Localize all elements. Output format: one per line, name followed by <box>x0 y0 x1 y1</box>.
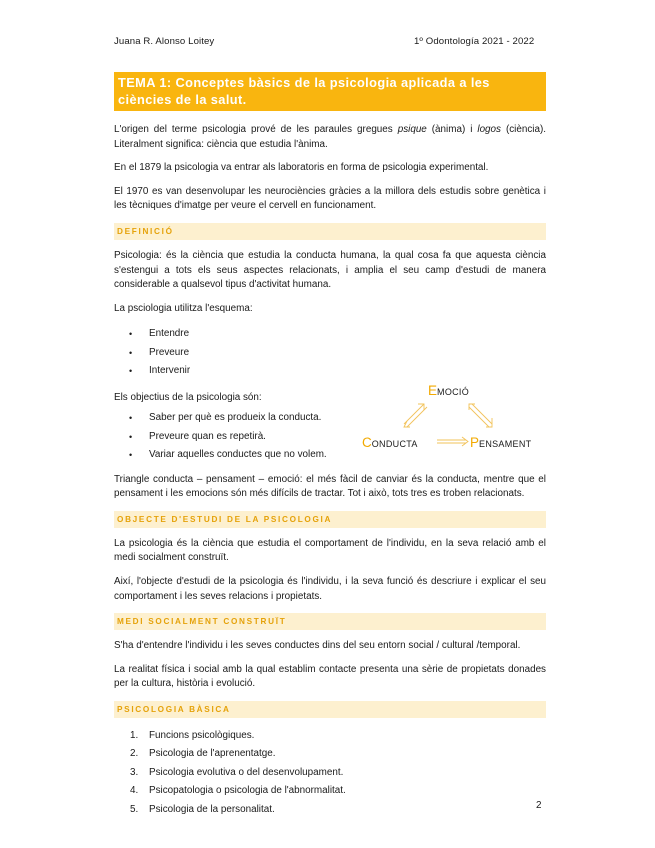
page-content <box>114 72 546 819</box>
page-title: TEMA 1: Conceptes bàsics de la psicologia aplicada a les ciències de la salut. <box>114 72 546 111</box>
scheme-list <box>114 325 546 380</box>
list-item: 3. Psicologia evolutiva o del desenvolupament. <box>130 766 344 778</box>
section-heading-definicio: DEFINICIÓ <box>114 223 546 240</box>
list-item: • Variar aquelles conductes que no volem. <box>114 446 546 464</box>
objectives-block <box>114 382 546 473</box>
intro-text-c: (ciència). Literalment significa: ciència que estudia l'ànima. <box>114 124 547 150</box>
list-item: • Saber per què es produeix la conducta. <box>114 409 546 427</box>
list-item: 1. Funcions psicològiques. <box>130 729 255 741</box>
section-heading-basica: PSICOLOGIA BÀSICA <box>114 701 546 718</box>
term-logos: logos <box>477 124 501 135</box>
section-heading-objecte: OBJECTE D'ESTUDI DE LA PSICOLOGIA <box>114 511 546 528</box>
objectives-intro: Els objectius de la psicologia són: <box>114 391 262 403</box>
list-item: • Intervenir <box>114 362 546 380</box>
objecte-paragraph-2: Així, l'objecte d'estudi de la psicologia és l'individu, i la seva funció és descriure i explicar el seu comportament i les seves relacions i propietats. <box>114 575 546 602</box>
term-psique: psique <box>397 124 427 135</box>
arrow-conducta-pensament <box>437 437 468 446</box>
list-item: • Preveure <box>114 344 546 362</box>
arrow-emocio-pensament <box>469 404 492 427</box>
intro-paragraph-origin <box>114 123 546 152</box>
basica-list <box>114 727 546 819</box>
header-course: 1º Odontología 2021 - 2022 <box>414 36 535 47</box>
header-author: Juana R. Alonso Loitey <box>114 36 215 47</box>
arrow-conducta-emocio <box>404 404 427 427</box>
page-number: 2 <box>536 800 542 811</box>
definicio-paragraph: Psicologia: és la ciència que estudia la conducta humana, la qual cosa fa que aquesta ciència s'estengui a tots els seus aspectes relacionats, i amplia el seu camp d'estudi de manera considerable a qualsevol tipus d'activitat humana. <box>114 249 546 291</box>
triangle-label-pensament: PENSAMENT <box>470 434 532 450</box>
medi-paragraph-1: S'ha d'entendre l'individu i les seves conductes dins del seu entorn social / cultural /temporal. <box>114 640 521 652</box>
medi-paragraph-2: La realitat física i social amb la qual establim contacte presenta una sèrie de propietats donades per la cultura, història i evolució. <box>114 663 546 690</box>
list-item: 5. Psicologia de la personalitat. <box>130 803 275 815</box>
triangle-label-conducta: CONDUCTA <box>362 434 418 450</box>
list-item: 4. Psicopatologia o psicologia de l'abnormalitat. <box>130 785 346 797</box>
list-item: • Preveure quan es repetirà. <box>114 428 546 446</box>
scheme-intro: La psciologia utilitza l'esquema: <box>114 302 253 314</box>
intro-text-a: L'origen del terme psicologia prové de les paraules gregues <box>114 124 398 135</box>
list-item: • Entendre <box>114 325 546 343</box>
intro-paragraph-1879: En el 1879 la psicologia va entrar als laboratoris en forma de psicologia experimental. <box>114 162 489 174</box>
section-heading-medi: MEDI SOCIALMENT CONSTRUÏT <box>114 613 546 630</box>
intro-text-b: (ànima) i <box>426 124 478 135</box>
intro-paragraph-1970: El 1970 es van desenvolupar les neurociències gràcies a la millora dels estudis sobre genètica i les tècniques d'imatge per veure el cervell en funcionament. <box>114 185 546 212</box>
triangle-explanation: Triangle conducta – pensament – emoció: el més fàcil de canviar és la conducta, mentre que el pensament i les emocions són més difícils de tractar. Tot i això, tots tres es troben relacionats. <box>114 473 546 500</box>
objecte-paragraph-1: La psicologia és la ciència que estudia el comportament de l'individu, en la seva relació amb el medi socialment construït. <box>114 537 546 564</box>
triangle-diagram <box>362 383 542 459</box>
triangle-label-emocio: EMOCIÓ <box>428 382 470 398</box>
list-item: 2. Psicologia de l'aprenentatge. <box>130 748 276 760</box>
